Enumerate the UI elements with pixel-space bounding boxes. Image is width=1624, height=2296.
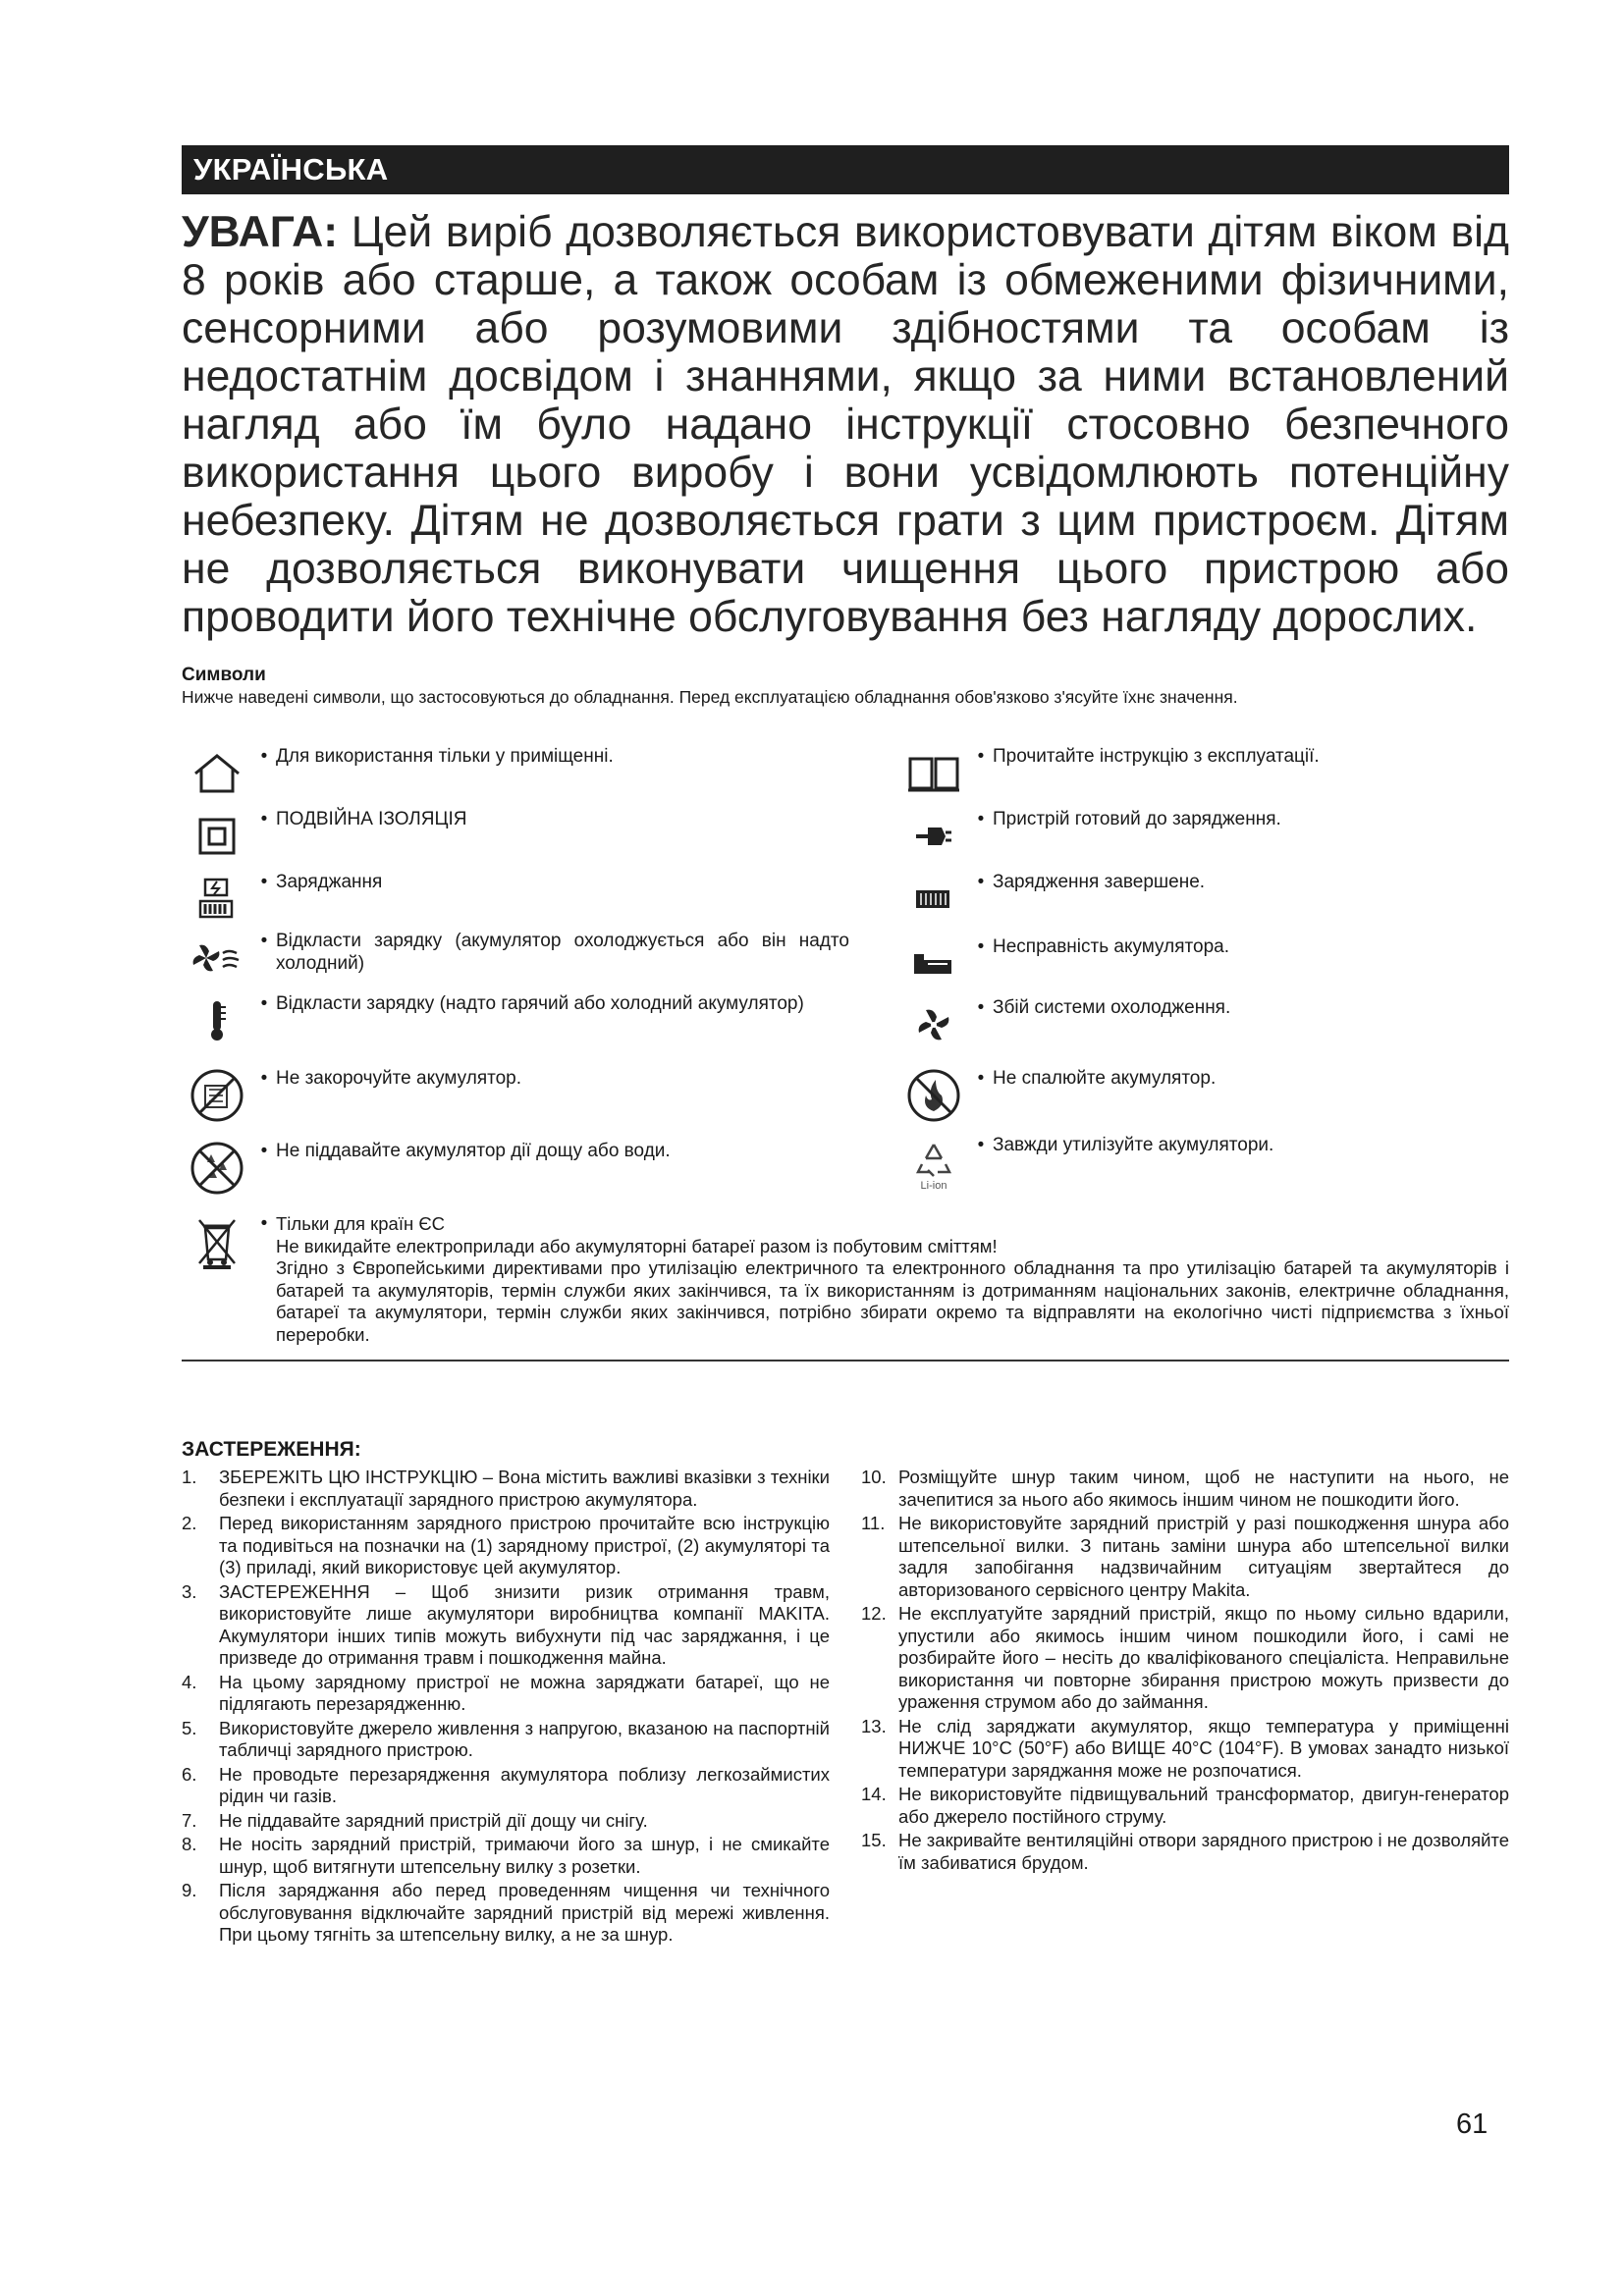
warning-text: Цей виріб дозволяється використовувати дітям віком від 8 років або старше, а також особам із обмеженими фізичними, сенсорними або розумовими здібностями та особам із недостатнім досвідом і знаннями, якщо за ними встановлений нагляд або їм було надано інструкції стосовно безпечного використання цього виробу і вони усвідомлюють потенційну небезпеку. Дітям не дозволяється грати з цим пристроєм. Дітям не дозволяється виконувати чищення цього пристрою або проводити його технічне обслуговування без нагляду дорослих. <box>182 208 1509 641</box>
section-divider <box>182 1360 1509 1362</box>
symbol-item <box>898 745 1507 802</box>
bullet: • <box>260 1068 268 1089</box>
battery-full-icon <box>898 871 969 928</box>
caution-item <box>182 1834 830 1878</box>
bullet: • <box>260 1141 268 1161</box>
cautions-column-left <box>182 1467 830 1949</box>
bullet: • <box>977 936 985 957</box>
symbol-text: Не спалюйте акумулятор. <box>993 1068 1217 1089</box>
symbol-item <box>182 1067 849 1124</box>
caution-number: 7. <box>182 1809 197 1831</box>
caution-text: Використовуйте джерело живлення з напругою, вказаною на паспортній табличці зарядного пристрою. <box>219 1717 830 1760</box>
caution-number: 12. <box>861 1603 887 1624</box>
warning-label: УВАГА: <box>182 208 339 256</box>
symbols-title: Символи <box>182 665 266 685</box>
symbol-item <box>182 745 849 802</box>
caution-text: Не піддавайте зарядний пристрій дії дощу чи снігу. <box>219 1809 648 1831</box>
symbol-text: Збій системи охолодження. <box>993 997 1231 1018</box>
double-insulation-icon <box>182 808 252 865</box>
plug-icon <box>898 808 969 865</box>
recycle-icon-label: Li-ion <box>920 1180 947 1192</box>
symbol-text: Відкласти зарядку (акумулятор охолоджується або він надто холодний) <box>276 931 849 974</box>
symbol-text: Зарядження завершене. <box>993 872 1206 892</box>
caution-text: Розміщуйте шнур таким чином, щоб не наступити на нього, не зачепитися за нього або якимось іншим чином не пошкодити його. <box>898 1467 1509 1510</box>
eu-disposal-notice <box>182 1213 1509 1346</box>
symbol-text: Для використання тільки у приміщенні. <box>276 746 614 767</box>
caution-text: ЗБЕРЕЖІТЬ ЦЮ ІНСТРУКЦІЮ – Вона містить важливі вказівки з техніки безпеки і експлуатації зарядного пристрою акумулятора. <box>219 1467 830 1510</box>
cautions-column-right <box>861 1467 1509 1876</box>
caution-text: Не проводьте перезарядження акумулятора поблизу легкозаймистих рідин чи газів. <box>219 1763 830 1806</box>
caution-item <box>182 1718 830 1762</box>
caution-number: 4. <box>182 1671 197 1692</box>
bullet: • <box>977 997 985 1018</box>
symbol-item <box>898 935 1507 992</box>
caution-text: Не використовуйте підвищувальний трансформатор, двигун-генератор або джерело постійного струму. <box>898 1784 1509 1827</box>
eu-text <box>276 1213 1509 1346</box>
charging-icon <box>182 871 252 928</box>
bullet: • <box>260 872 268 892</box>
caution-number: 8. <box>182 1834 197 1854</box>
caution-number: 9. <box>182 1880 197 1900</box>
caution-number: 10. <box>861 1467 887 1487</box>
caution-number: 2. <box>182 1513 197 1533</box>
symbol-text: Заряджання <box>276 872 383 892</box>
language-header: УКРАЇНСЬКА <box>182 145 1509 194</box>
house-icon <box>182 745 252 802</box>
caution-text: Не експлуатуйте зарядний пристрій, якщо по ньому сильно вдарили, упустили або якимось іншим чином пошкодили його, і самі не розбирайте його – несіть до кваліфікованого спеціаліста. Неправильне використання чи повторне збирання пристрою можуть призвести до ураження струмом або до займання. <box>898 1603 1509 1712</box>
thermometer-icon <box>182 992 252 1049</box>
symbol-text: Пристрій готовий до зарядження. <box>993 809 1281 829</box>
symbol-item <box>898 871 1507 928</box>
fan-icon <box>898 996 969 1053</box>
caution-item <box>861 1603 1509 1714</box>
caution-item <box>861 1513 1509 1601</box>
caution-number: 14. <box>861 1784 887 1804</box>
caution-number: 15. <box>861 1830 887 1850</box>
symbol-text: ПОДВІЙНА ІЗОЛЯЦІЯ <box>276 809 467 829</box>
caution-text: Не використовуйте зарядний пристрій у разі пошкодження шнура або штепсельної вилки. З питань заміни шнура або штепсельної вилки задля запобігання надзвичайним ситуаціям звертайтеся до авторизованого сервісного центру Makita. <box>898 1513 1509 1600</box>
symbol-item <box>182 992 849 1049</box>
symbol-text: Несправність акумулятора. <box>993 936 1229 957</box>
symbol-item <box>898 808 1507 865</box>
caution-number: 5. <box>182 1717 197 1738</box>
bullet: • <box>977 1068 985 1089</box>
symbol-text: Відкласти зарядку (надто гарячий або холодний акумулятор) <box>276 993 804 1014</box>
caution-text: Не носіть зарядний пристрій, тримаючи його за шнур, і не смикайте шнур, щоб витягнути штепсельну вилку з розетки. <box>219 1834 830 1877</box>
caution-text: Не закривайте вентиляційні отвори зарядного пристрою і не дозволяйте їм забиватися брудом. <box>898 1830 1509 1873</box>
caution-text: Перед використанням зарядного пристрою прочитайте всю інструкцію та подивіться на позначки на (1) зарядному пристрої, (2) акумуляторі та (3) приладі, який використовує цей акумулятор. <box>219 1513 830 1577</box>
caution-item <box>182 1467 830 1511</box>
symbol-item <box>182 930 849 987</box>
eu-line-1: Тільки для країн ЄС <box>276 1213 445 1234</box>
caution-item <box>182 1764 830 1808</box>
caution-number: 11. <box>861 1513 886 1533</box>
bullet: • <box>977 1135 985 1155</box>
symbol-text: Не закорочуйте акумулятор. <box>276 1068 522 1089</box>
symbol-item <box>182 871 849 928</box>
page-number: 61 <box>1456 2109 1489 2140</box>
fan-delay-icon <box>182 930 252 987</box>
caution-number: 13. <box>861 1715 887 1736</box>
caution-text: На цьому зарядному пристрої не можна заряджати батареї, що не підлягають перезарядженню. <box>219 1671 830 1714</box>
caution-item <box>182 1581 830 1670</box>
caution-text: Не слід заряджати акумулятор, якщо температура у приміщенні НИЖЧЕ 10°C (50°F) або ВИЩЕ 40°C (104°F). В умовах занадто низької температури заряджання може не розпочатися. <box>898 1715 1509 1781</box>
eu-line-3: Згідно з Європейськими директивами про утилізацію електричного та електронного обладнання та про утилізацію батарей та акумуляторів і батарей та акумуляторів, термін служби яких закінчився, та їх використанням із дотриманням національних законів, електричне обладнання, батареї та акумулятори, термін служби яких закінчився, потрібно збирати окремо та відправляти на екологічно чисті підприємства з їхньої переробки. <box>276 1257 1509 1345</box>
caution-text: ЗАСТЕРЕЖЕННЯ – Щоб знизити ризик отримання травм, використовуйте лише акумулятори виробництва компанії MAKITA. Акумулятори інших типів можуть вибухнути під час заряджання, і це призведе до отримання травм і пошкодження майна. <box>219 1580 830 1668</box>
no-water-icon <box>182 1140 252 1197</box>
caution-item <box>861 1467 1509 1511</box>
symbols-intro: Нижче наведені символи, що застосовуються до обладнання. Перед експлуатацією обладнання обов'язково з'ясуйте їхнє значення. <box>182 687 1238 707</box>
symbols-grid <box>182 745 1509 1373</box>
bullet: • <box>977 809 985 829</box>
caution-number: 1. <box>182 1467 197 1487</box>
bullet: • <box>260 1213 268 1234</box>
caution-number: 6. <box>182 1763 197 1785</box>
caution-item <box>182 1513 830 1579</box>
recycle-icon <box>898 1134 969 1199</box>
caution-item <box>861 1830 1509 1874</box>
manual-page <box>182 145 1509 1945</box>
symbol-item <box>898 1134 1507 1199</box>
book-icon <box>898 745 969 802</box>
caution-item <box>861 1716 1509 1783</box>
caution-item <box>861 1784 1509 1828</box>
symbol-text: Завжди утилізуйте акумулятори. <box>993 1135 1274 1155</box>
symbol-text: Прочитайте інструкцію з експлуатації. <box>993 746 1320 767</box>
bullet: • <box>260 809 268 829</box>
eu-line-2: Не викидайте електроприлади або акумуляторні батареї разом із побутовим сміттям! <box>276 1235 998 1256</box>
cautions-section <box>182 1437 1509 1945</box>
symbol-item <box>898 996 1507 1053</box>
cautions-title: ЗАСТЕРЕЖЕННЯ: <box>182 1438 361 1461</box>
symbol-item <box>182 1140 849 1197</box>
no-fire-icon <box>898 1067 969 1124</box>
crossed-bin-icon <box>182 1213 252 1272</box>
bullet: • <box>260 931 268 951</box>
caution-text: Після заряджання або перед проведенням чищення чи технічного обслуговування відключайте зарядний пристрій від мережі живлення. При цьому тягніть за штепсельну вилку, а не за шнур. <box>219 1880 830 1945</box>
bullet: • <box>977 872 985 892</box>
caution-item <box>182 1672 830 1716</box>
caution-item <box>182 1810 830 1833</box>
no-short-circuit-icon <box>182 1067 252 1124</box>
symbol-item <box>182 808 849 865</box>
battery-fault-icon <box>898 935 969 992</box>
caution-item <box>182 1880 830 1947</box>
caution-number: 3. <box>182 1580 197 1602</box>
symbol-item <box>898 1067 1507 1124</box>
symbol-text: Не піддавайте акумулятор дії дощу або води. <box>276 1141 671 1161</box>
bullet: • <box>260 993 268 1014</box>
warning-paragraph <box>182 208 1509 641</box>
bullet: • <box>977 746 985 767</box>
bullet: • <box>260 746 268 767</box>
